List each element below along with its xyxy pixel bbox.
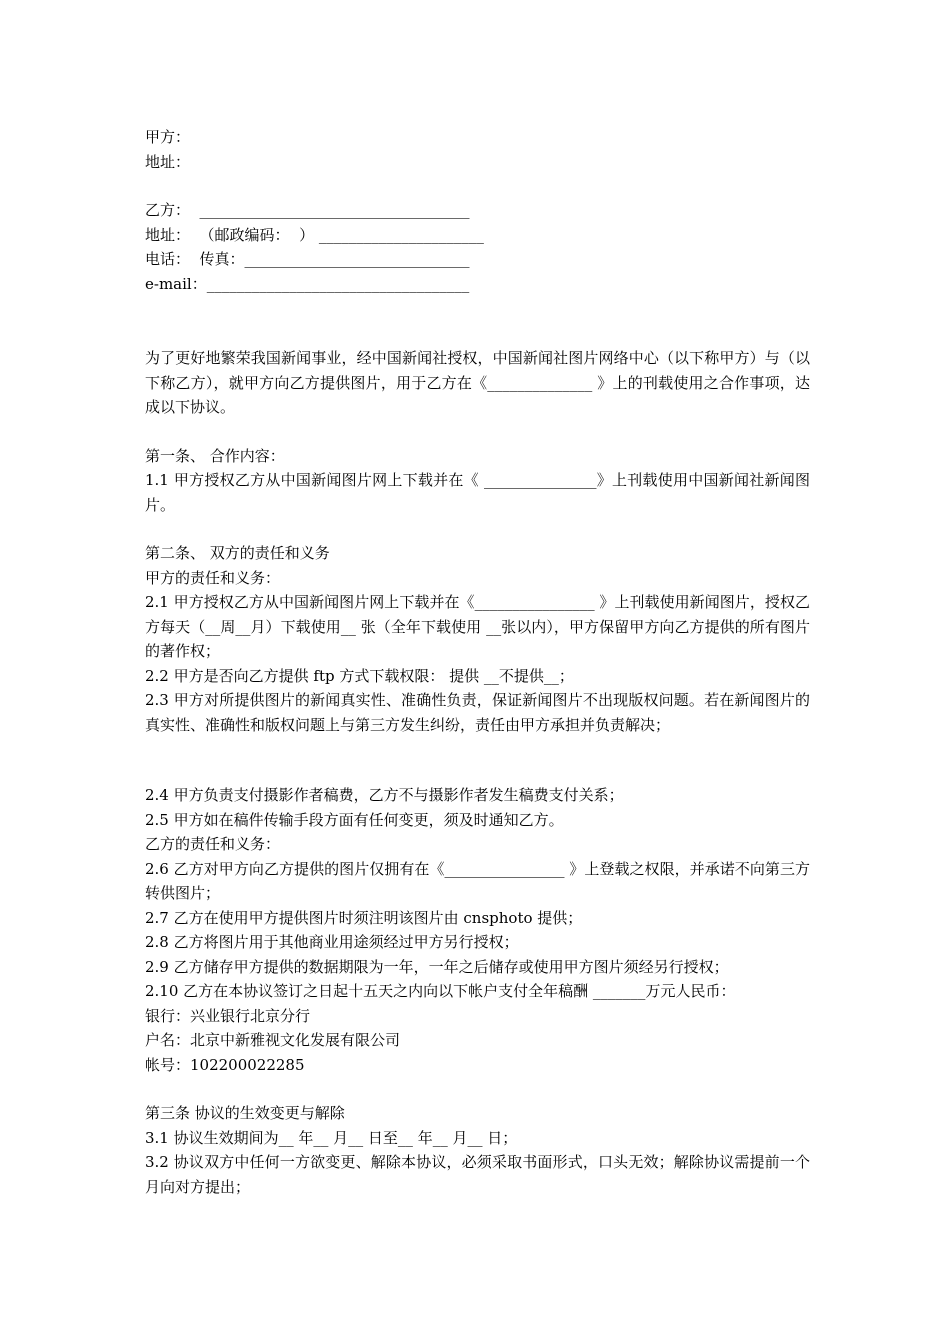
- party-b-email-field: e-mail：___________________________________: [145, 274, 470, 293]
- clause-2-7: 2.7 乙方在使用甲方提供图片时须注明该图片由 cnsphoto 提供；: [145, 908, 583, 927]
- clause-2-10: 2.10 乙方在本协议签订之日起十五天之内向以下帐户支付全年稿酬 _______万元人民币：: [145, 982, 736, 1000]
- spacer: [145, 1077, 810, 1101]
- party-a-label: 甲方：: [145, 128, 191, 146]
- spacer: [145, 517, 810, 541]
- party-b-phone-field: 电话： 传真：______________________________: [145, 250, 470, 268]
- bank-name: 银行：兴业银行北京分行: [145, 1006, 311, 1025]
- contract-document: [145, 125, 810, 1199]
- clause-2-3: 2.3 甲方对所提供图片的新闻真实性、准确性负责，保证新闻图片不出现版权问题。若在新闻图片的真实性、准确性和版权问题上与第三方发生纠纷，责任由甲方承担并负责解决；: [145, 691, 810, 734]
- clause-2-5: 2.5 甲方如在稿件传输手段方面有任何变更，须及时通知乙方。: [145, 810, 564, 829]
- spacer: [145, 737, 810, 783]
- article-1-title: 第一条、 合作内容：: [145, 446, 285, 465]
- account-number: 帐号：102200022285: [145, 1055, 305, 1074]
- party-a-address: 地址：: [145, 152, 191, 171]
- article-2-title: 第二条、 双方的责任和义务: [145, 544, 330, 562]
- spacer: [145, 174, 810, 198]
- clause-2-6: 2.6 乙方对甲方向乙方提供的图片仅拥有在《________________ 》上登载之权限，并承诺不向第三方转供图片；: [145, 859, 810, 902]
- clause-3-1: 3.1 协议生效期间为__ 年__ 月__ 日至__ 年__ 月__ 日；: [145, 1128, 518, 1147]
- spacer: [145, 296, 810, 346]
- intro-paragraph: 为了更好地繁荣我国新闻事业，经中国新闻社授权，中国新闻社图片网络中心（以下称甲方）与（以下称乙方），就甲方向乙方提供图片，用于乙方在《______________ 》上的刊载使用之合作事项，达成以下协议。: [145, 349, 810, 416]
- clause-2-4: 2.4 甲方负责支付摄影作者稿费，乙方不与摄影作者发生稿费支付关系；: [145, 786, 624, 804]
- party-a-duties-title: 甲方的责任和义务：: [145, 568, 281, 587]
- party-b-name-field: 乙方： ____________________________________: [145, 201, 470, 219]
- clause-2-2: 2.2 甲方是否向乙方提供 ftp 方式下载权限： 提供 __不提供__；: [145, 666, 574, 685]
- party-b-address-field: 地址： （邮政编码： ） ______________________: [145, 225, 484, 244]
- article-3-title: 第三条 协议的生效变更与解除: [145, 1104, 345, 1122]
- clause-2-9: 2.9 乙方储存甲方提供的数据期限为一年，一年之后储存或使用甲方图片须经另行授权；: [145, 957, 729, 976]
- clause-3-2: 3.2 协议双方中任何一方欲变更、解除本协议，必须采取书面形式，口头无效；解除协议需提前一个月向对方提出；: [145, 1153, 810, 1196]
- spacer: [145, 420, 810, 444]
- clause-1-1: 1.1 甲方授权乙方从中国新闻图片网上下载并在《 _______________》上刊载使用中国新闻社新闻图片。: [145, 471, 810, 514]
- clause-2-1: 2.1 甲方授权乙方从中国新闻图片网上下载并在《________________ 》上刊载使用新闻图片，授权乙方每天（__周__月）下载使用__ 张（全年下载使用 __张以内），甲方保留甲方向乙方提供的所有图片的著作权；: [145, 593, 810, 660]
- clause-2-8: 2.8 乙方将图片用于其他商业用途须经过甲方另行授权；: [145, 933, 519, 951]
- party-b-duties-title: 乙方的责任和义务：: [145, 835, 281, 853]
- account-name: 户名：北京中新雅视文化发展有限公司: [145, 1031, 401, 1049]
